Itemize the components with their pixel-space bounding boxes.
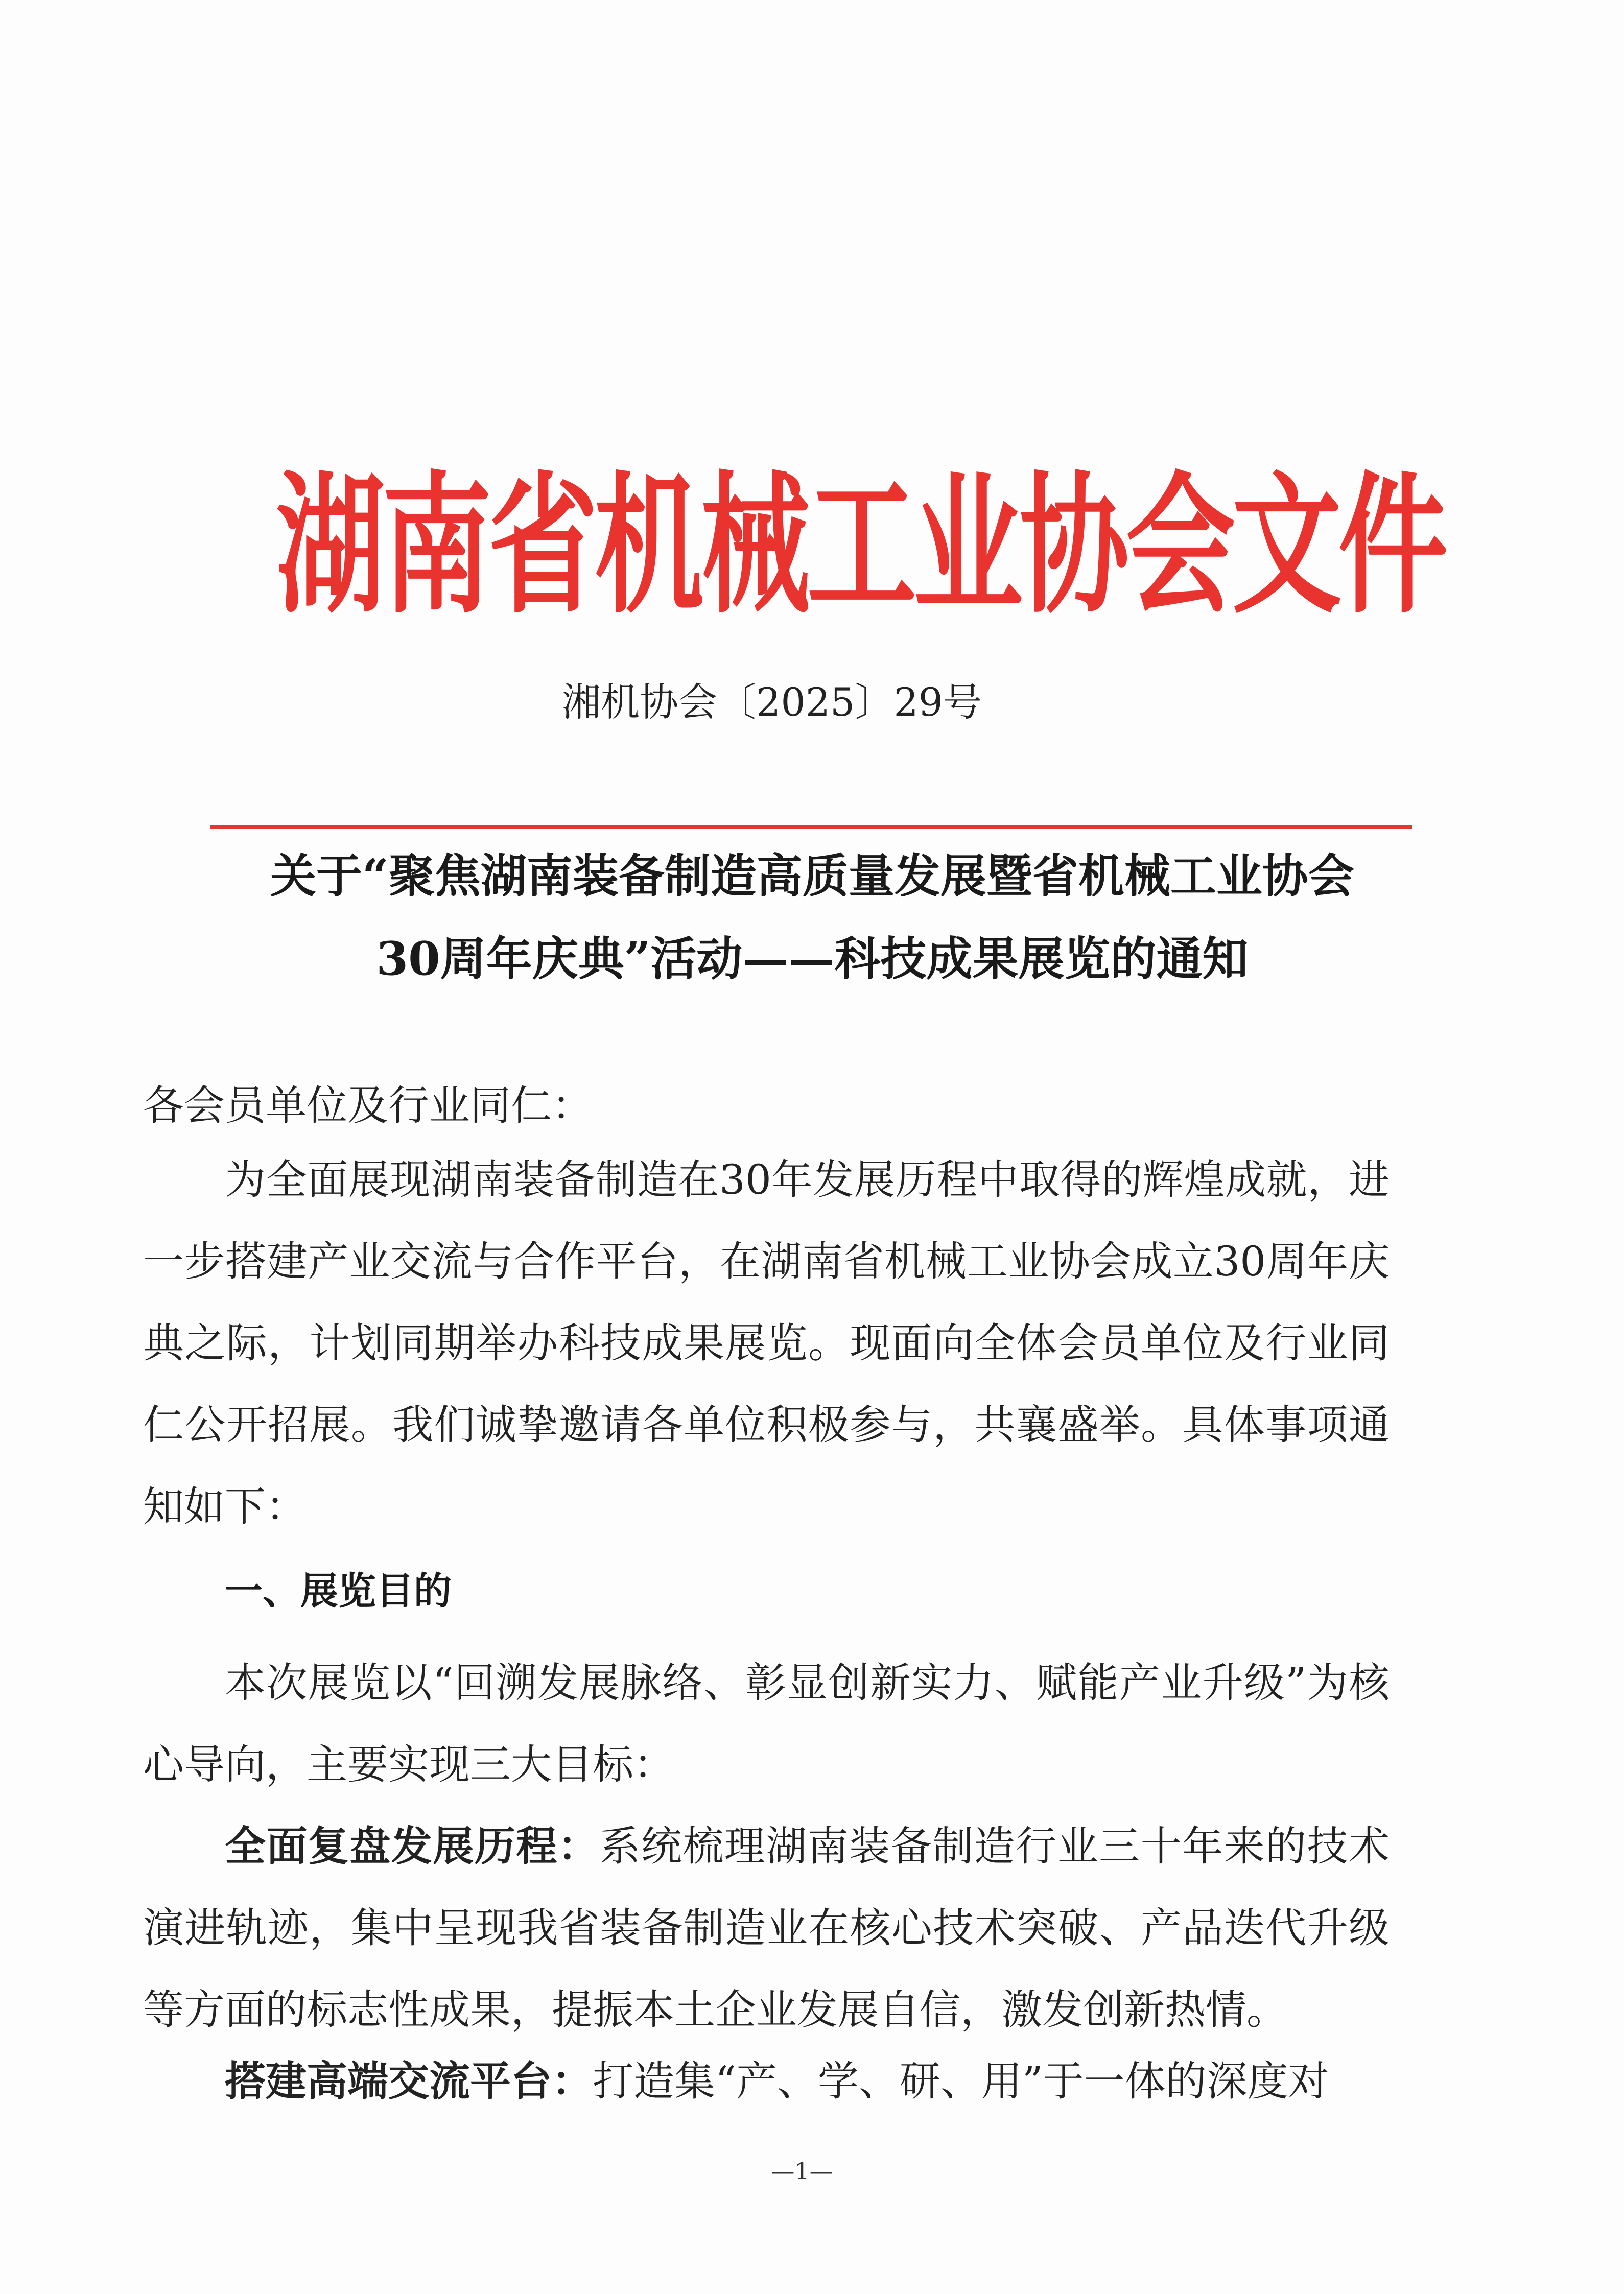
- red-divider-rule: [210, 825, 1412, 829]
- goal-1-text: 系统梳理湖南装备制造行业三十年来的技术演进轨迹，集中呈现我省装备制造业在核心技术突破、产品迭代升级等方面的标志性成果，提振本土企业发展自信，激发创新热情。: [143, 1823, 1390, 2033]
- section-heading-exhibition-purpose: 一、展览目的: [225, 1569, 452, 1613]
- page-number: —1—: [771, 2157, 833, 2185]
- document-number: 湘机协会〔2025〕29号: [562, 679, 982, 725]
- section1-intro-paragraph: 本次展览以“回溯发展脉络、彰显创新实力、赋能产业升级”为核心导向，主要实现三大目标：: [143, 1659, 1390, 1788]
- notice-title-line-1: 关于“聚焦湖南装备制造高质量发展暨省机械工业协会: [270, 849, 1354, 903]
- goal-2-text: 打造集“产、学、研、用”于一体的深度对: [593, 2057, 1329, 2105]
- intro-paragraph: 为全面展现湖南装备制造在30年发展历程中取得的辉煌成就，进一步搭建产业交流与合作平台，在湖南省机械工业协会成立30周年庆典之际，计划同期举办科技成果展览。现面向全体会员单位及行业同仁公开招展。我们诚挚邀请各单位积极参与，共襄盛举。具体事项通知如下：: [143, 1156, 1390, 1530]
- goal-1-lead: 全面复盘发展历程：: [225, 1823, 600, 1870]
- notice-title-line-2: 30周年庆典”活动——科技成果展览的通知: [376, 932, 1249, 986]
- goal-2-lead: 搭建高端交流平台：: [225, 2057, 593, 2105]
- goal-paragraph-1: [143, 1806, 1390, 2051]
- salutation: 各会员单位及行业同仁：: [143, 1082, 593, 1129]
- goal-paragraph-2: [143, 2041, 1390, 2122]
- org-letterhead-title: 湖南省机械工业协会文件: [276, 458, 1445, 634]
